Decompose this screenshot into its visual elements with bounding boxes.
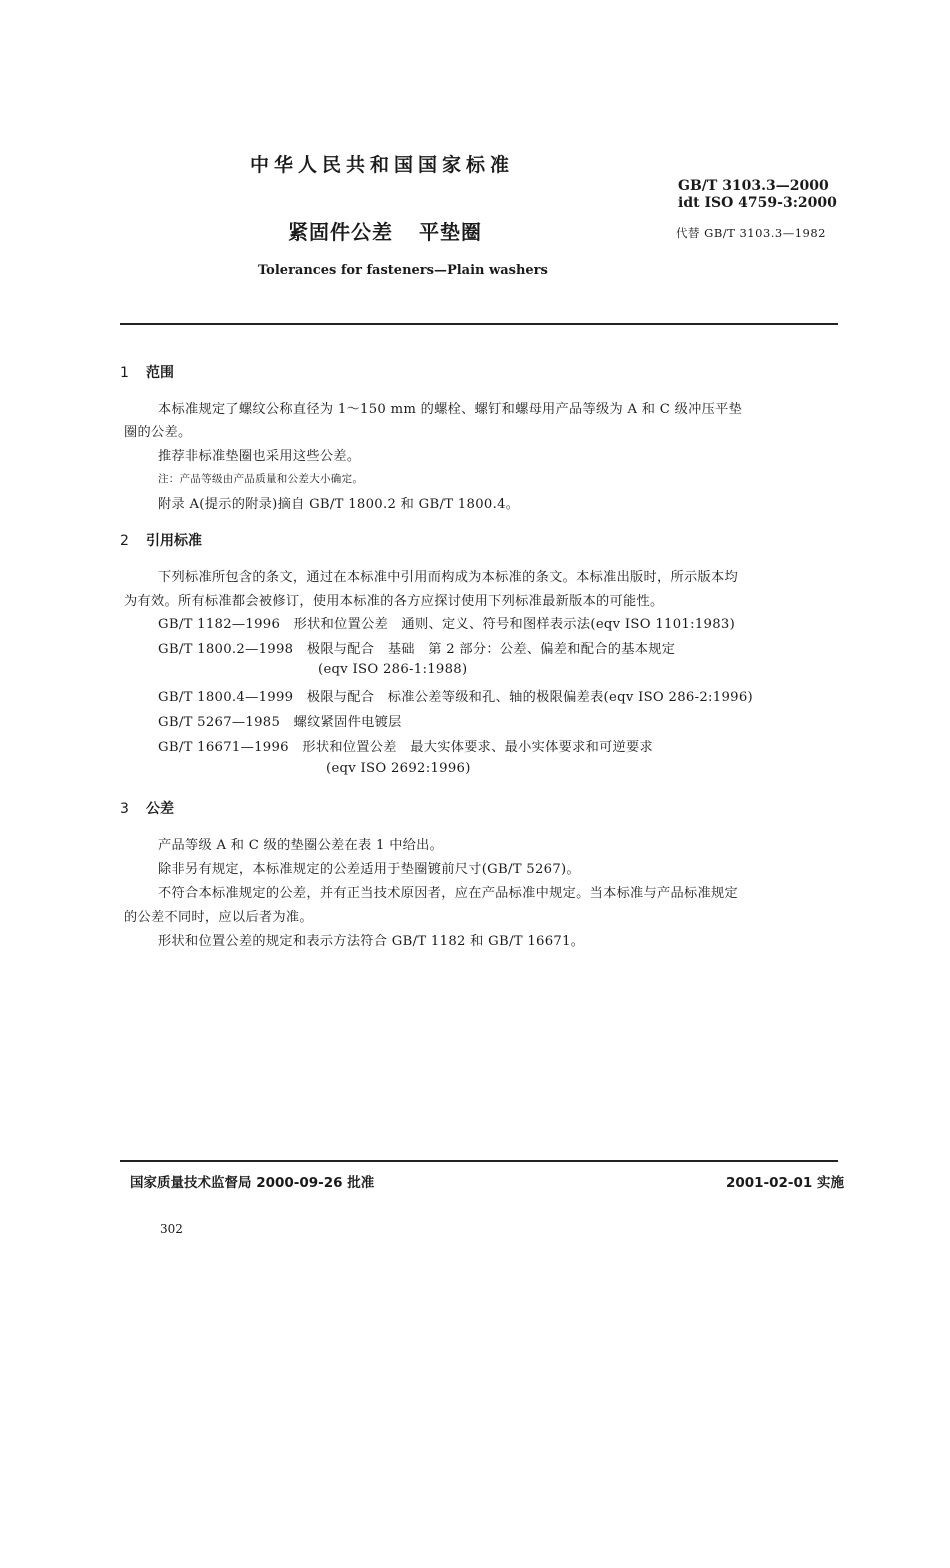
section-3-heading xyxy=(120,798,174,818)
standard-number-block xyxy=(678,178,837,212)
reference-5-line-2: (eqv ISO 2692:1996) xyxy=(326,761,471,776)
reference-1: GB/T 1182—1996 形状和位置公差 通则、定义、符号和图样表示法(eqv ISO 1101:1983) xyxy=(158,617,736,632)
s1-paragraph-2: 推荐非标准垫圈也采用这些公差。 xyxy=(158,449,361,464)
document-title-part1: 紧固件公差 xyxy=(288,220,393,244)
reference-2-line-2: (eqv ISO 286-1:1988) xyxy=(318,662,468,677)
s3-paragraph-1: 产品等级 A 和 C 级的垫圈公差在表 1 中给出。 xyxy=(158,838,444,853)
document-title-part2: 平垫圈 xyxy=(419,220,482,244)
s2-paragraph-line-1: 下列标准所包含的条文，通过在本标准中引用而构成为本标准的条文。本标准出版时，所示版本均 xyxy=(158,570,738,585)
section-3-title: 公差 xyxy=(146,801,174,817)
s1-paragraph-3: 附录 A(提示的附录)摘自 GB/T 1800.2 和 GB/T 1800.4。 xyxy=(158,497,520,512)
s3-paragraph-4: 形状和位置公差的规定和表示方法符合 GB/T 1182 和 GB/T 16671。 xyxy=(158,934,585,949)
section-2-number: 2 xyxy=(120,533,129,549)
english-title: Tolerances for fasteners—Plain washers xyxy=(258,263,548,278)
s3-paragraph-3-line-1: 不符合本标准规定的公差，并有正当技术原因者，应在产品标准中规定。当本标准与产品标准规定 xyxy=(158,886,738,901)
effective-date: 2001-02-01 实施 xyxy=(725,1175,844,1191)
s1-note: 注：产品等级由产品质量和公差大小确定。 xyxy=(158,473,364,485)
national-standard-heading: 中华人民共和国国家标准 xyxy=(250,154,515,176)
approval-date: 国家质量技术监督局 2000-09-26 批准 xyxy=(130,1175,375,1191)
section-2-title: 引用标准 xyxy=(146,533,202,549)
s1-paragraph-1-line-2: 圈的公差。 xyxy=(124,425,192,440)
reference-3: GB/T 1800.4—1999 极限与配合 标准公差等级和孔、轴的极限偏差表(eqv ISO 286-2:1996) xyxy=(158,690,754,705)
page-number: 302 xyxy=(160,1222,183,1236)
section-1-number: 1 xyxy=(120,365,129,381)
section-3-number: 3 xyxy=(120,801,129,817)
header-divider xyxy=(120,323,838,325)
section-1-heading xyxy=(120,362,174,382)
reference-4: GB/T 5267—1985 螺纹紧固件电镀层 xyxy=(158,715,402,730)
s2-paragraph-line-2: 为有效。所有标准都会被修订，使用本标准的各方应探讨使用下列标准最新版本的可能性。 xyxy=(124,594,664,609)
s1-paragraph-1-line-1: 本标准规定了螺纹公称直径为 1～150 mm 的螺栓、螺钉和螺母用产品等级为 A 和 C 级冲压平垫 xyxy=(158,402,743,417)
s3-paragraph-2: 除非另有规定，本标准规定的公差适用于垫圈镀前尺寸(GB/T 5267)。 xyxy=(158,862,580,877)
section-2-heading xyxy=(120,530,202,550)
s3-paragraph-3-line-2: 的公差不同时，应以后者为准。 xyxy=(124,910,313,925)
reference-5-line-1: GB/T 16671—1996 形状和位置公差 最大实体要求、最小实体要求和可逆要求 xyxy=(158,740,654,755)
reference-2-line-1: GB/T 1800.2—1998 极限与配合 基础 第 2 部分：公差、偏差和配合的基本规定 xyxy=(158,642,676,657)
replaces-note: 代替 GB/T 3103.3—1982 xyxy=(676,226,826,240)
footer-divider xyxy=(120,1160,838,1162)
idt-reference: idt ISO 4759-3:2000 xyxy=(678,195,837,211)
standard-number: GB/T 3103.3—2000 xyxy=(678,178,829,194)
document-title xyxy=(288,216,482,245)
section-1-title: 范围 xyxy=(146,365,174,381)
